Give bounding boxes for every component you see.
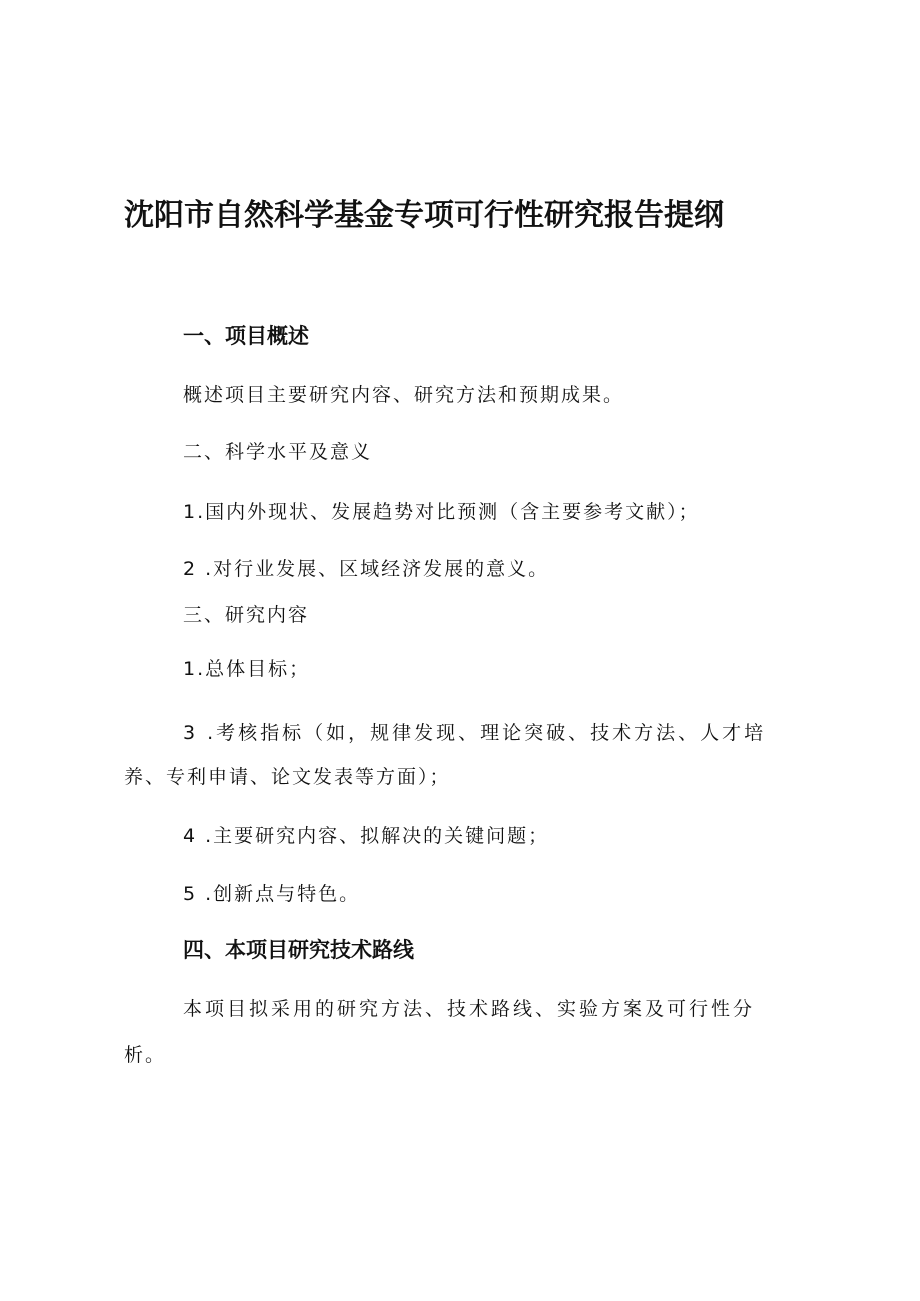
- section-4-heading: 四、本项目研究技术路线: [183, 938, 414, 962]
- section-1-text: 概述项目主要研究内容、研究方法和预期成果。: [183, 384, 625, 406]
- section-2-item-1: 1.国内外现状、发展趋势对比预测（含主要参考文献）；: [183, 501, 700, 523]
- section-3-item-3-line-2: 养、专利申请、论文发表等方面）；: [124, 766, 451, 788]
- document-title: 沈阳市自然科学基金专项可行性研究报告提纲: [124, 198, 724, 233]
- section-3-item-5: 5 .创新点与特色。: [183, 883, 361, 905]
- section-2-item-2: 2 .对行业发展、区域经济发展的意义。: [183, 558, 550, 580]
- section-1-heading: 一、项目概述: [183, 324, 309, 348]
- section-3-item-3-line-1: 3 .考核指标（如，规律发现、理论突破、技术方法、人才培: [183, 722, 767, 744]
- section-3-item-4: 4 .主要研究内容、拟解决的关键问题；: [183, 825, 550, 847]
- section-3-heading: 三、研究内容: [183, 604, 310, 626]
- section-2-heading: 二、科学水平及意义: [183, 441, 373, 463]
- section-4-text-line-1: 本项目拟采用的研究方法、技术路线、实验方案及可行性分: [183, 998, 756, 1020]
- section-4-text-line-2: 析。: [124, 1044, 167, 1066]
- section-3-item-1: 1.总体目标；: [183, 658, 311, 680]
